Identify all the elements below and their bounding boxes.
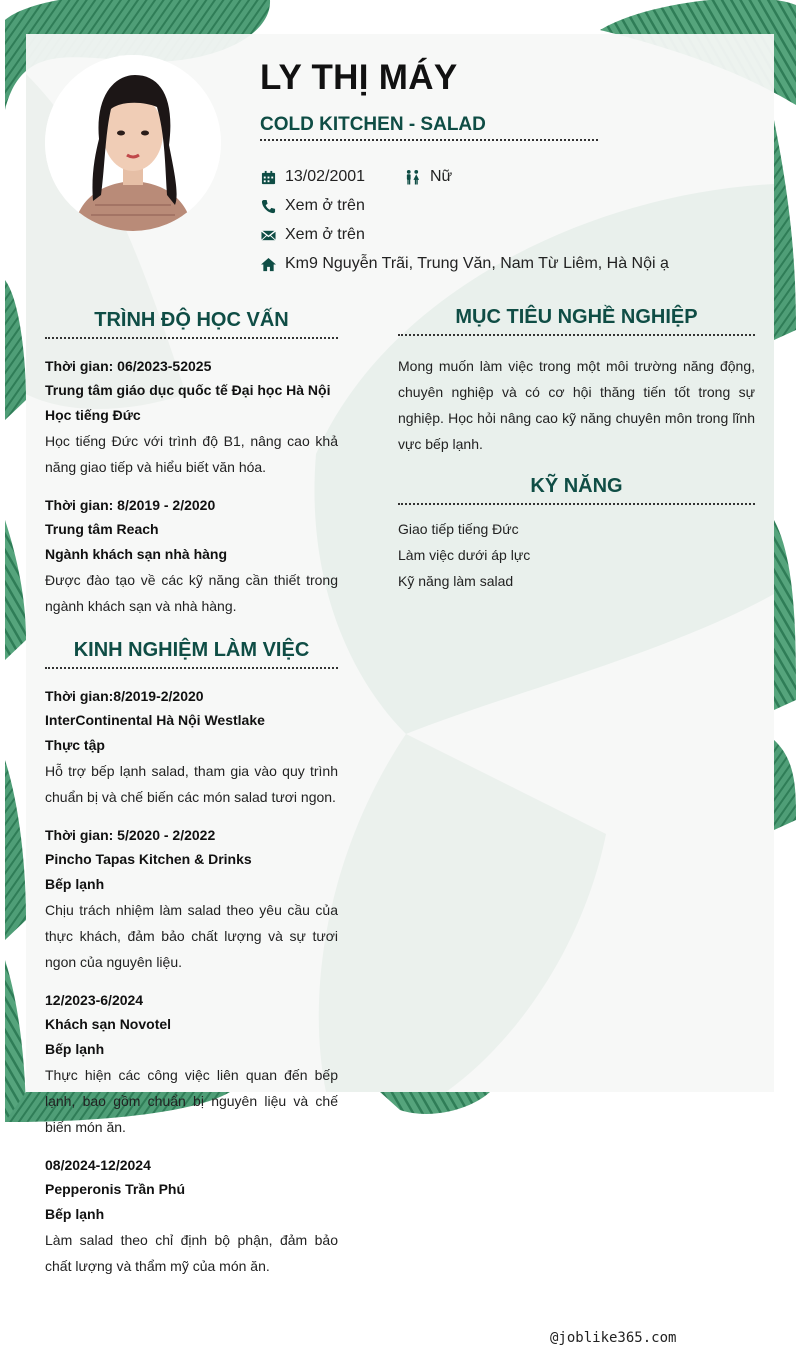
- gender-row: [405, 168, 452, 186]
- experience-item: [45, 989, 338, 1140]
- experience-item: [45, 685, 338, 810]
- objective-title: MỤC TIÊU NGHỀ NGHIỆP: [455, 306, 698, 328]
- education-time: Thời gian: 06/2023-52025: [45, 358, 212, 374]
- education-divider: [45, 337, 338, 339]
- education-title: TRÌNH ĐỘ HỌC VẤN: [94, 309, 289, 331]
- education-item: [45, 494, 338, 619]
- experience-role: Bếp lạnh: [45, 876, 105, 892]
- experience-desc: Thực hiện các công việc liên quan đến bếp lạnh, bao gồm chuẩn bị nguyên liệu và chế biến món ăn.: [45, 1067, 338, 1135]
- birthday-row: [260, 168, 365, 186]
- email-row: [260, 226, 365, 244]
- job-title: COLD KITCHEN - SALAD: [260, 114, 486, 135]
- full-name: LY THỊ MÁY: [260, 58, 458, 97]
- experience-time: 08/2024-12/2024: [45, 1157, 151, 1173]
- portrait-photo: [45, 55, 221, 231]
- experience-desc: Làm salad theo chỉ định bộ phận, đảm bảo chất lượng và thẩm mỹ của món ăn.: [45, 1232, 338, 1274]
- skills-divider: [398, 503, 755, 505]
- site-watermark: @joblike365.com: [550, 1330, 677, 1346]
- home-icon: [260, 256, 276, 272]
- education-desc: Được đào tạo về các kỹ năng cần thiết trong ngành khách sạn và nhà hàng.: [45, 572, 338, 614]
- experience-time: 12/2023-6/2024: [45, 992, 144, 1008]
- phone-row: [260, 197, 365, 215]
- education-item: [45, 355, 338, 480]
- experience-desc: Chịu trách nhiệm làm salad theo yêu cầu của thực khách, đảm bảo chất lượng và sự tươi ngon của nguyên liệu.: [45, 902, 338, 970]
- skill-item: Kỹ năng làm salad: [398, 573, 514, 589]
- experience-item: [45, 824, 338, 975]
- avatar: [45, 55, 221, 231]
- experience-desc: Hỗ trợ bếp lạnh salad, tham gia vào quy trình chuẩn bị và chế biến các món salad tươi ngon.: [45, 763, 338, 805]
- experience-item: [45, 1154, 338, 1279]
- experience-org: Pincho Tapas Kitchen & Drinks: [45, 851, 252, 867]
- address-row: [260, 255, 669, 273]
- phone-icon: [260, 198, 276, 214]
- experience-org: InterContinental Hà Nội Westlake: [45, 712, 265, 728]
- experience-title: KINH NGHIỆM LÀM VIỆC: [73, 639, 310, 661]
- mail-icon: [260, 227, 276, 243]
- experience-role: Bếp lạnh: [45, 1041, 105, 1057]
- calendar-icon: [260, 169, 276, 185]
- experience-time: Thời gian:8/2019-2/2020: [45, 688, 204, 704]
- skill-item: Làm việc dưới áp lực: [398, 547, 531, 563]
- skills-title: KỸ NĂNG: [530, 475, 623, 497]
- education-role: Ngành khách sạn nhà hàng: [45, 546, 228, 562]
- birthday-value: 13/02/2001: [285, 168, 366, 185]
- experience-role: Bếp lạnh: [45, 1206, 105, 1222]
- education-org: Trung tâm Reach: [45, 521, 159, 537]
- address-value: Km9 Nguyễn Trãi, Trung Văn, Nam Từ Liêm, Hà Nội ạ: [285, 255, 669, 272]
- experience-org: Pepperonis Trần Phú: [45, 1181, 186, 1197]
- experience-role: Thực tập: [45, 737, 105, 753]
- email-value: Xem ở trên: [285, 226, 365, 243]
- gender-value: Nữ: [430, 168, 453, 185]
- objective-text: Mong muốn làm việc trong một môi trường năng động, chuyên nghiệp và có cơ hội thăng tiến tốt trong sự nghiệp. Học hỏi nâng cao kỹ năng chuyên môn trong lĩnh vực bếp lạnh.: [398, 358, 755, 452]
- experience-org: Khách sạn Novotel: [45, 1016, 172, 1032]
- skill-item: Giao tiếp tiếng Đức: [398, 521, 519, 537]
- title-divider: [260, 139, 598, 141]
- education-desc: Học tiếng Đức với trình độ B1, nâng cao khả năng giao tiếp và hiểu biết văn hóa.: [45, 433, 338, 475]
- experience-time: Thời gian: 5/2020 - 2/2022: [45, 827, 216, 843]
- experience-divider: [45, 667, 338, 669]
- education-org: Trung tâm giáo dục quốc tế Đại học Hà Nội: [45, 382, 331, 398]
- objective-divider: [398, 334, 755, 336]
- gender-icon: [405, 169, 421, 185]
- education-role: Học tiếng Đức: [45, 407, 141, 423]
- phone-value: Xem ở trên: [285, 197, 365, 214]
- education-time: Thời gian: 8/2019 - 2/2020: [45, 497, 216, 513]
